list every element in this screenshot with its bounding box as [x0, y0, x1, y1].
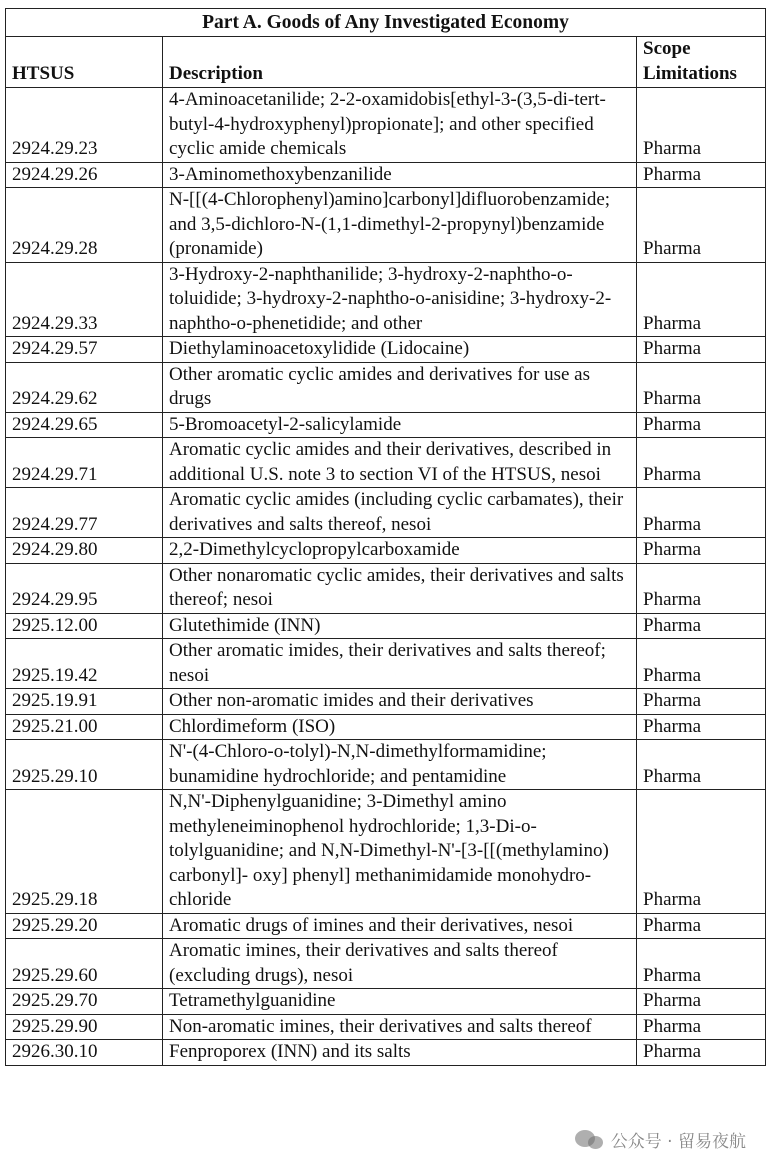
cell-htsus-code: 2925.29.90 — [6, 1014, 163, 1040]
header-scope-limitations: Scope Limitations — [637, 37, 766, 88]
cell-description: N'-(4-Chloro-o-tolyl)-N,N-dimethylformamidine; bunamidine hydrochloride; and pentamidine — [163, 740, 637, 790]
cell-description: Diethylaminoacetoxylidide (Lidocaine) — [163, 337, 637, 363]
cell-htsus-code: 2925.29.18 — [6, 790, 163, 914]
cell-scope: Pharma — [637, 714, 766, 740]
cell-htsus-code: 2924.29.57 — [6, 337, 163, 363]
watermark — [575, 1127, 746, 1152]
cell-description: Other non-aromatic imides and their derivatives — [163, 689, 637, 715]
table-body — [6, 88, 766, 1066]
table-row — [6, 162, 766, 188]
table-row — [6, 188, 766, 263]
cell-htsus-code: 2926.30.10 — [6, 1040, 163, 1066]
cell-scope: Pharma — [637, 689, 766, 715]
cell-description: Other aromatic cyclic amides and derivatives for use as drugs — [163, 362, 637, 412]
table-row — [6, 362, 766, 412]
cell-description: N,N'-Diphenylguanidine; 3-Dimethyl amino methyleneiminophenol hydrochloride; 1,3-Di-o-tolylguanidine; and N,N-Dimethyl-N'-[3-[[(methylamino) carbonyl]- oxy] phenyl] methanimidamide monohydro- chloride — [163, 790, 637, 914]
cell-htsus-code: 2924.29.65 — [6, 412, 163, 438]
cell-description: Tetramethylguanidine — [163, 989, 637, 1015]
cell-htsus-code: 2924.29.33 — [6, 262, 163, 337]
cell-scope: Pharma — [637, 740, 766, 790]
cell-scope: Pharma — [637, 613, 766, 639]
cell-scope: Pharma — [637, 88, 766, 163]
table-row — [6, 563, 766, 613]
cell-htsus-code: 2925.29.20 — [6, 913, 163, 939]
table-row — [6, 1040, 766, 1066]
cell-htsus-code: 2925.29.60 — [6, 939, 163, 989]
table-row — [6, 88, 766, 163]
cell-description: 3-Aminomethoxybenzanilide — [163, 162, 637, 188]
cell-htsus-code: 2924.29.23 — [6, 88, 163, 163]
cell-description: 5-Bromoacetyl-2-salicylamide — [163, 412, 637, 438]
cell-htsus-code: 2924.29.77 — [6, 488, 163, 538]
table-row — [6, 488, 766, 538]
cell-htsus-code: 2925.19.42 — [6, 639, 163, 689]
watermark-text: 公众号 · 留易夜航 — [610, 1132, 746, 1152]
cell-description: 3-Hydroxy-2-naphthanilide; 3-hydroxy-2-naphtho-o-toluidide; 3-hydroxy-2-naphtho-o-anisidine; 3-hydroxy-2-naphtho-o-phenetidide; and other — [163, 262, 637, 337]
cell-description: Aromatic drugs of imines and their derivatives, nesoi — [163, 913, 637, 939]
table-row — [6, 337, 766, 363]
cell-scope: Pharma — [637, 1040, 766, 1066]
cell-scope: Pharma — [637, 913, 766, 939]
cell-htsus-code: 2925.12.00 — [6, 613, 163, 639]
table-row — [6, 989, 766, 1015]
table-row — [6, 913, 766, 939]
cell-htsus-code: 2924.29.80 — [6, 538, 163, 564]
cell-scope: Pharma — [637, 1014, 766, 1040]
cell-description: 4-Aminoacetanilide; 2-2-oxamidobis[ethyl-3-(3,5-di-tert-butyl-4-hydroxyphenyl)propionate]; and other specified cyclic amide chemicals — [163, 88, 637, 163]
cell-description: Aromatic cyclic amides and their derivatives, described in additional U.S. note 3 to section VI of the HTSUS, nesoi — [163, 438, 637, 488]
cell-description: Other aromatic imides, their derivatives and salts thereof; nesoi — [163, 639, 637, 689]
table-row — [6, 613, 766, 639]
cell-scope: Pharma — [637, 790, 766, 914]
cell-description: Non-aromatic imines, their derivatives and salts thereof — [163, 1014, 637, 1040]
cell-htsus-code: 2924.29.71 — [6, 438, 163, 488]
cell-htsus-code: 2925.21.00 — [6, 714, 163, 740]
cell-scope: Pharma — [637, 438, 766, 488]
goods-table — [5, 8, 766, 1066]
cell-scope: Pharma — [637, 639, 766, 689]
table-row — [6, 714, 766, 740]
cell-scope: Pharma — [637, 563, 766, 613]
cell-scope: Pharma — [637, 989, 766, 1015]
table-row — [6, 1014, 766, 1040]
cell-description: Other nonaromatic cyclic amides, their derivatives and salts thereof; nesoi — [163, 563, 637, 613]
cell-description: Fenproporex (INN) and its salts — [163, 1040, 637, 1066]
table-row — [6, 740, 766, 790]
cell-description: 2,2-Dimethylcyclopropylcarboxamide — [163, 538, 637, 564]
table-row — [6, 790, 766, 914]
table-title: Part A. Goods of Any Investigated Economy — [6, 9, 766, 37]
cell-htsus-code: 2924.29.95 — [6, 563, 163, 613]
cell-scope: Pharma — [637, 488, 766, 538]
cell-htsus-code: 2924.29.28 — [6, 188, 163, 263]
cell-htsus-code: 2925.29.70 — [6, 989, 163, 1015]
cell-scope: Pharma — [637, 162, 766, 188]
cell-description: Aromatic imines, their derivatives and salts thereof (excluding drugs), nesoi — [163, 939, 637, 989]
cell-htsus-code: 2925.29.10 — [6, 740, 163, 790]
cell-htsus-code: 2924.29.62 — [6, 362, 163, 412]
table-row — [6, 689, 766, 715]
table-row — [6, 639, 766, 689]
cell-htsus-code: 2924.29.26 — [6, 162, 163, 188]
cell-scope: Pharma — [637, 188, 766, 263]
cell-scope: Pharma — [637, 939, 766, 989]
table-row — [6, 262, 766, 337]
cell-scope: Pharma — [637, 362, 766, 412]
table-row — [6, 438, 766, 488]
cell-scope: Pharma — [637, 262, 766, 337]
table-row — [6, 538, 766, 564]
wechat-icon — [575, 1129, 605, 1151]
cell-htsus-code: 2925.19.91 — [6, 689, 163, 715]
cell-scope: Pharma — [637, 538, 766, 564]
header-htsus: HTSUS — [6, 37, 163, 88]
cell-scope: Pharma — [637, 337, 766, 363]
cell-description: Chlordimeform (ISO) — [163, 714, 637, 740]
header-description: Description — [163, 37, 637, 88]
table-row — [6, 412, 766, 438]
table-row — [6, 939, 766, 989]
cell-description: Glutethimide (INN) — [163, 613, 637, 639]
document-page — [5, 8, 765, 1066]
cell-scope: Pharma — [637, 412, 766, 438]
cell-description: N-[[(4-Chlorophenyl)amino]carbonyl]difluorobenzamide; and 3,5-dichloro-N-(1,1-dimethyl-2-propynyl)benzamide (pronamide) — [163, 188, 637, 263]
cell-description: Aromatic cyclic amides (including cyclic carbamates), their derivatives and salts thereof, nesoi — [163, 488, 637, 538]
